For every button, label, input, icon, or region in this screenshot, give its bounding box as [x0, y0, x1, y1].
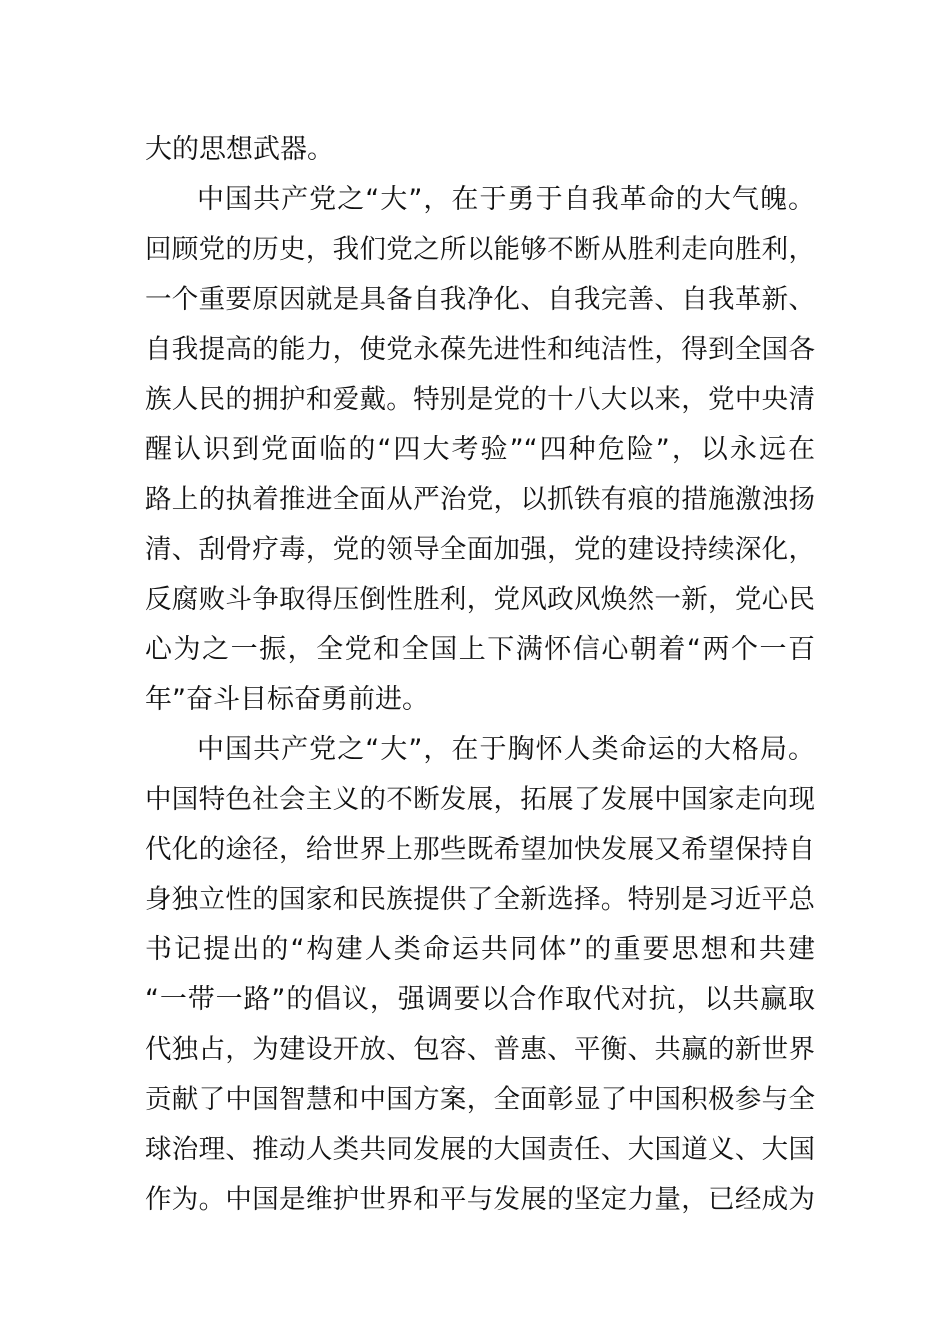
text-line: 球治理、推动人类共同发展的大国责任、大国道义、大国	[145, 1134, 815, 1165]
text-line: 清、刮骨疗毒，党的领导全面加强，党的建设持续深化，	[145, 534, 815, 565]
text-line: 自我提高的能力，使党永葆先进性和纯洁性，得到全国各	[145, 334, 815, 365]
paragraph-first-line: 中国共产党之“大”，在于勇于自我革命的大气魄。	[197, 184, 815, 215]
text-line: 路上的执着推进全面从严治党，以抓铁有痕的措施激浊扬	[145, 484, 815, 515]
text-line: 醒认识到党面临的“四大考验”“四种危险”，以永远在	[145, 434, 815, 465]
text-line: 一个重要原因就是具备自我净化、自我完善、自我革新、	[145, 284, 815, 315]
text-line: 心为之一振，全党和全国上下满怀信心朝着“两个一百	[145, 634, 815, 665]
text-line: “一带一路”的倡议，强调要以合作取代对抗，以共赢取	[145, 984, 815, 1015]
text-line: 书记提出的“构建人类命运共同体”的重要思想和共建	[145, 934, 815, 965]
text-line: 身独立性的国家和民族提供了全新选择。特别是习近平总	[145, 884, 815, 915]
text-line: 大的思想武器。	[145, 134, 334, 165]
text-line: 族人民的拥护和爱戴。特别是党的十八大以来，党中央清	[145, 384, 815, 415]
text-line: 代独占，为建设开放、包容、普惠、平衡、共赢的新世界	[145, 1034, 815, 1065]
text-line: 贡献了中国智慧和中国方案，全面彰显了中国积极参与全	[145, 1084, 815, 1115]
text-line: 中国特色社会主义的不断发展，拓展了发展中国家走向现	[145, 784, 815, 815]
text-line: 作为。中国是维护世界和平与发展的坚定力量，已经成为	[145, 1184, 815, 1215]
text-line: 年”奋斗目标奋勇前进。	[145, 684, 429, 715]
text-line: 代化的途径，给世界上那些既希望加快发展又希望保持自	[145, 834, 815, 865]
text-line: 回顾党的历史，我们党之所以能够不断从胜利走向胜利，	[145, 234, 815, 265]
text-line: 反腐败斗争取得压倒性胜利，党风政风焕然一新，党心民	[145, 584, 815, 615]
paragraph-first-line: 中国共产党之“大”，在于胸怀人类命运的大格局。	[197, 734, 815, 765]
